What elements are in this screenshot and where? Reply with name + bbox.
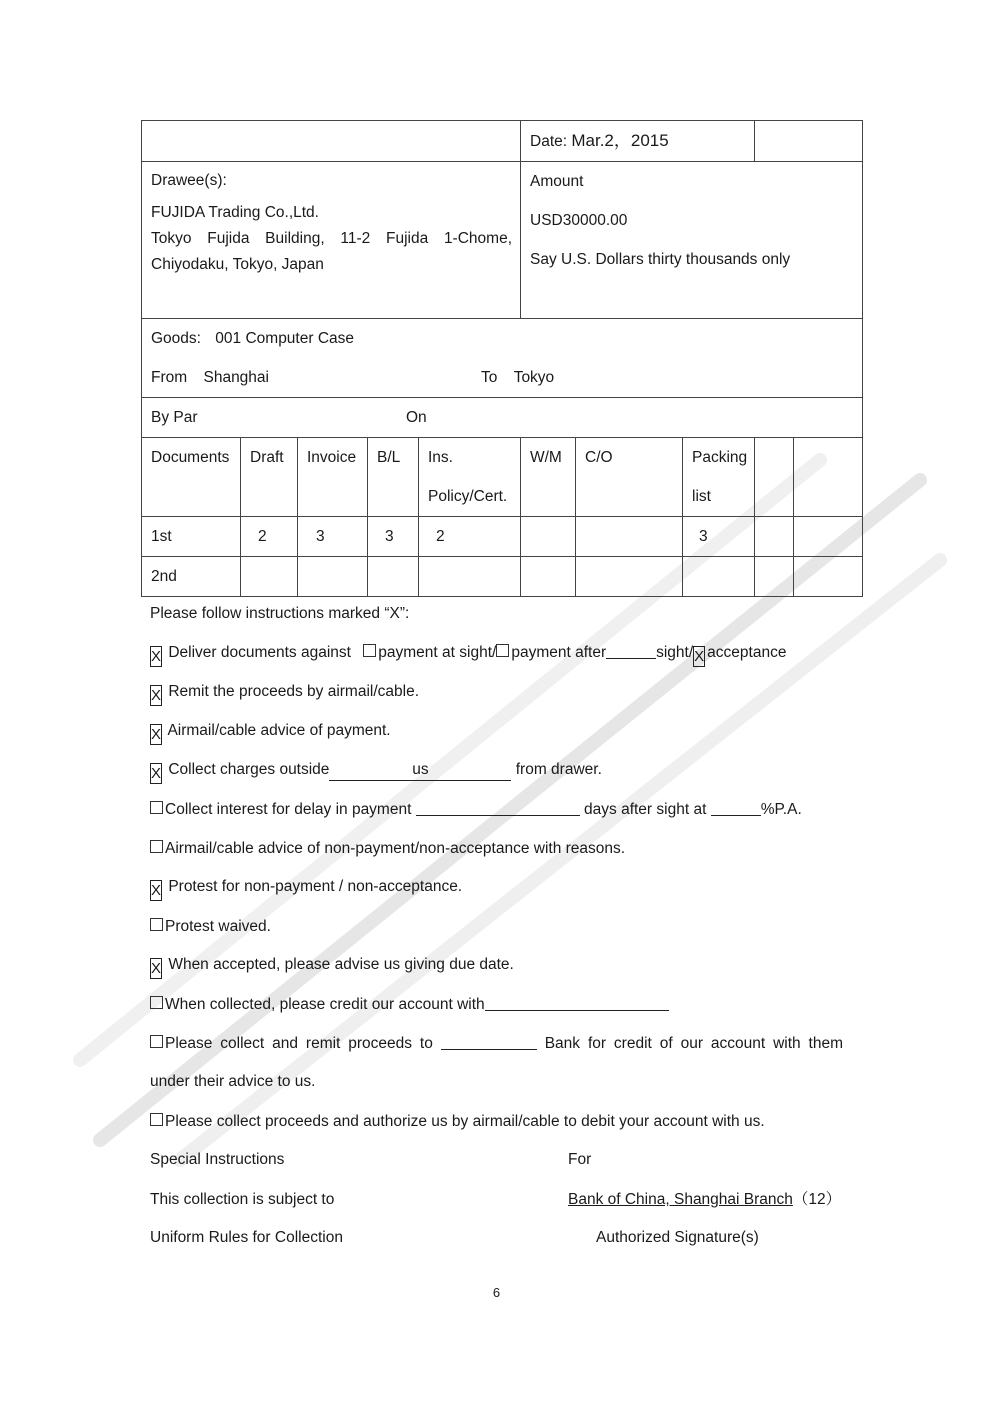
doc-cell — [521, 557, 576, 597]
instruction-non-payment-advice: Airmail/cable advice of non-payment/non-acceptance with reasons. — [150, 839, 850, 859]
goods-label: Goods: — [151, 330, 201, 347]
to-label: To — [481, 369, 498, 386]
instruction-protest: X Protest for non-payment / non-acceptance. — [151, 878, 463, 899]
date-label: Date: — [530, 133, 568, 150]
doc-cell — [794, 557, 863, 597]
checkbox-checked[interactable]: X — [151, 882, 162, 899]
instruction-collect-remit: Please collect and remit proceeds to Bank for credit of our account with them — [150, 1034, 843, 1054]
documents-row-2nd — [142, 557, 863, 597]
doc-cell — [683, 557, 755, 597]
instruction-deliver: X Deliver documents against payment at sight/ payment after sight/X acceptance — [151, 644, 787, 665]
doc-cell: 2nd — [142, 557, 241, 597]
checkbox-checked[interactable]: X — [694, 648, 705, 665]
checkbox-checked[interactable]: X — [151, 765, 162, 782]
doc-cell — [368, 557, 419, 597]
by-par-label: By Par — [151, 409, 198, 426]
doc-cell: 3 — [683, 517, 755, 557]
doc-cell: 3 — [298, 517, 368, 557]
doc-header-bl: B/L — [368, 438, 419, 517]
doc-cell — [794, 517, 863, 557]
checkbox-unchecked[interactable] — [496, 644, 509, 657]
drawee-cell — [142, 162, 521, 319]
instruction-remit: X Remit the proceeds by airmail/cable. — [151, 683, 420, 704]
drawee-label: Drawee(s): — [151, 172, 227, 189]
instruction-protest-waived: Protest waived. — [150, 917, 850, 937]
doc-cell — [576, 517, 683, 557]
from-value: Shanghai — [203, 369, 269, 386]
blank-field[interactable] — [441, 1034, 537, 1050]
on-label: On — [406, 409, 427, 426]
doc-header-draft: Draft — [241, 438, 298, 517]
checkbox-unchecked[interactable] — [150, 840, 163, 853]
instruction-authorize: Please collect proceeds and authorize us by airmail/cable to debit your account with us. — [150, 1112, 850, 1132]
doc-header-packing: Packing list — [683, 438, 755, 517]
doc-cell: 2 — [419, 517, 521, 557]
documents-row-1st — [142, 517, 863, 557]
checkbox-unchecked[interactable] — [150, 1035, 163, 1048]
doc-cell — [576, 557, 683, 597]
bank-name: Bank of China, Shanghai Branch — [568, 1191, 793, 1208]
doc-header-documents: Documents — [142, 438, 241, 517]
doc-cell: 2 — [241, 517, 298, 557]
blank-field[interactable] — [711, 800, 761, 816]
subject-to-label: This collection is subject to — [150, 1191, 335, 1208]
checkbox-unchecked[interactable] — [150, 918, 163, 931]
bank-suffix: （12） — [792, 1191, 842, 1208]
doc-cell — [755, 557, 794, 597]
doc-cell: 3 — [368, 517, 419, 557]
doc-header-wm: W/M — [521, 438, 576, 517]
goods-value: 001 Computer Case — [215, 330, 355, 347]
instruction-when-accepted: X When accepted, please advise us giving due date. — [151, 956, 514, 977]
checkbox-unchecked[interactable] — [150, 1113, 163, 1126]
amount-words: Say U.S. Dollars thirty thousands only — [530, 251, 791, 268]
instructions-intro: Please follow instructions marked “X”: — [150, 605, 410, 622]
authorized-signature-label: Authorized Signature(s) — [596, 1229, 759, 1246]
drawee-address-line1: Tokyo Fujida Building, 11-2 Fujida 1-Chome, — [151, 230, 512, 247]
instruction-airmail-payment: X Airmail/cable advice of payment. — [151, 722, 391, 743]
doc-cell — [419, 557, 521, 597]
instruction-interest: Collect interest for delay in payment days after sight at %P.A. — [150, 800, 850, 820]
blank-field[interactable] — [485, 995, 669, 1011]
bank-signature-line — [560, 1190, 860, 1210]
instruction-collect-remit-line2: under their advice to us. — [150, 1073, 316, 1090]
charges-fill[interactable]: us — [329, 760, 511, 781]
checkbox-unchecked[interactable] — [150, 801, 163, 814]
doc-header-insurance: Ins. Policy/Cert. — [419, 438, 521, 517]
documents-header-row — [142, 438, 863, 517]
page-number: 6 — [492, 1285, 501, 1300]
checkbox-checked[interactable]: X — [151, 726, 162, 743]
urc-label: Uniform Rules for Collection — [150, 1229, 343, 1246]
doc-cell — [241, 557, 298, 597]
instruction-collect-charges: X Collect charges outside us from drawer. — [151, 761, 602, 782]
date-cell — [521, 121, 755, 162]
checkbox-checked[interactable]: X — [151, 687, 162, 704]
instruction-when-collected: When collected, please credit our account with — [150, 995, 850, 1015]
drawee-name: FUJIDA Trading Co.,Ltd. — [151, 204, 319, 221]
checkbox-checked[interactable]: X — [151, 648, 162, 665]
special-instructions-label: Special Instructions — [150, 1151, 285, 1168]
blank-field[interactable] — [606, 643, 656, 659]
doc-cell — [298, 557, 368, 597]
amount-cell — [521, 162, 863, 319]
collection-order-table — [141, 120, 863, 597]
doc-cell — [755, 517, 794, 557]
shipping-cell — [142, 398, 863, 438]
blank-field[interactable] — [416, 800, 580, 816]
goods-cell — [142, 319, 863, 398]
amount-label: Amount — [530, 173, 584, 190]
doc-header-co: C/O — [576, 438, 683, 517]
to-value: Tokyo — [513, 369, 555, 386]
checkbox-unchecked[interactable] — [150, 996, 163, 1009]
blank-header-cell — [142, 121, 521, 162]
checkbox-unchecked[interactable] — [363, 644, 376, 657]
amount-value: USD30000.00 — [530, 212, 628, 229]
doc-header-blank-1 — [755, 438, 794, 517]
doc-cell: 1st — [142, 517, 241, 557]
doc-header-invoice: Invoice — [298, 438, 368, 517]
doc-cell — [521, 517, 576, 557]
blank-date-side-cell — [755, 121, 863, 162]
date-value: Mar.2，2015 — [571, 131, 669, 150]
doc-header-blank-2 — [794, 438, 863, 517]
from-label: From — [151, 369, 188, 386]
for-label: For — [568, 1151, 592, 1168]
checkbox-checked[interactable]: X — [151, 960, 162, 977]
drawee-address-line2: Chiyodaku, Tokyo, Japan — [151, 256, 324, 273]
